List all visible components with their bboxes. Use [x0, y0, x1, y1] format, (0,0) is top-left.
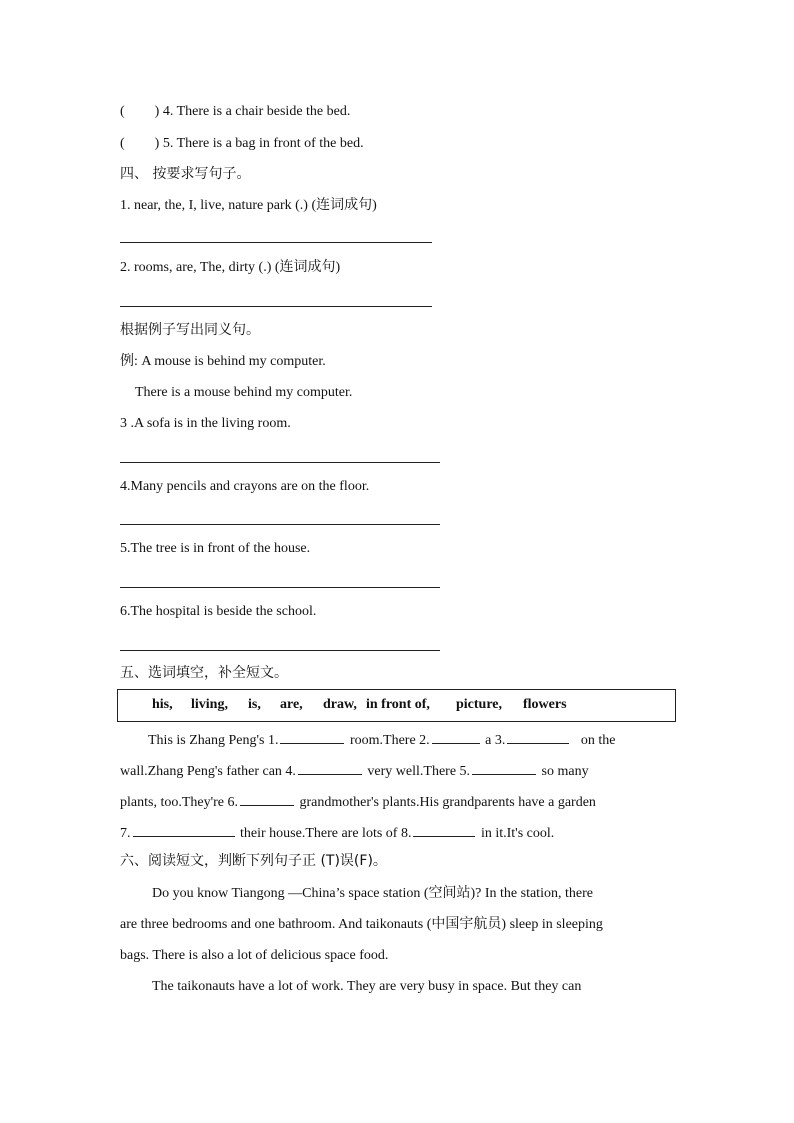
- fill-blank-8[interactable]: [413, 822, 475, 837]
- question-5: 5.The tree is in front of the house.: [120, 541, 311, 556]
- passage-line-4: 7. their house.There are lots of 8. in it.It's cool.: [120, 822, 554, 843]
- section6-title: 六、阅读短文，判断下列句子正 (T)误(F)。: [120, 853, 387, 869]
- fill-blank-1[interactable]: [280, 729, 344, 744]
- passage-line-2: wall.Zhang Peng's father can 4. very well.There 5. so many: [120, 760, 589, 781]
- judge-item-text: 5. There is a bag in front of the bed.: [162, 136, 364, 151]
- section4-title: 四、 按要求写句子。: [120, 166, 251, 182]
- answer-line-6[interactable]: [120, 650, 440, 651]
- answer-paren-open[interactable]: (: [120, 104, 125, 119]
- judge-item-5: [120, 135, 364, 153]
- answer-line-5[interactable]: [120, 587, 440, 588]
- word-bank: [117, 689, 676, 722]
- section5-title: 五、选词填空，补全短文。: [120, 665, 288, 681]
- answer-paren-close: ): [154, 104, 160, 119]
- example-sentence-a: 例: A mouse is behind my computer.: [120, 354, 326, 369]
- word-bank-item: living,: [191, 697, 228, 712]
- reading-line-4: The taikonauts have a lot of work. They are very busy in space. But they can: [152, 979, 582, 994]
- word-bank-item: picture,: [456, 697, 503, 712]
- word-bank-item: are,: [280, 697, 303, 712]
- fill-blank-5[interactable]: [472, 760, 536, 775]
- word-bank-item: his,: [152, 697, 173, 712]
- answer-paren-open[interactable]: (: [120, 136, 125, 151]
- reading-line-3: bags. There is also a lot of delicious space food.: [120, 948, 389, 963]
- word-bank-item: flowers: [523, 697, 567, 712]
- judge-item-text: 4. There is a chair beside the bed.: [162, 104, 351, 119]
- passage-line-3: plants, too.They're 6. grandmother's plants.His grandparents have a garden: [120, 791, 596, 812]
- word-bank-item: in front of,: [366, 697, 430, 712]
- answer-line-1[interactable]: [120, 242, 432, 243]
- synonym-title: 根据例子写出同义句。: [120, 322, 260, 338]
- judge-item-4: [120, 103, 350, 121]
- reading-line-1: Do you know Tiangong —China’s space station (空间站)? In the station, there: [152, 886, 593, 901]
- question-4: 4.Many pencils and crayons are on the floor.: [120, 479, 370, 494]
- passage-line-1: This is Zhang Peng's 1. room.There 2. a 3. on the: [148, 729, 616, 750]
- word-bank-item: draw,: [323, 697, 357, 712]
- question-6: 6.The hospital is beside the school.: [120, 604, 317, 619]
- reading-line-2: are three bedrooms and one bathroom. And taikonauts (中国宇航员) sleep in sleeping: [120, 917, 603, 932]
- example-sentence-b: There is a mouse behind my computer.: [135, 385, 353, 400]
- fill-blank-7[interactable]: [133, 822, 235, 837]
- fill-blank-3[interactable]: [507, 729, 569, 744]
- answer-paren-close: ): [154, 136, 160, 151]
- answer-line-3[interactable]: [120, 462, 440, 463]
- question-3: 3 .A sofa is in the living room.: [120, 416, 291, 431]
- fill-blank-4[interactable]: [298, 760, 362, 775]
- answer-line-2[interactable]: [120, 306, 432, 307]
- question-1: 1. near, the, I, live, nature park (.) (连词成句): [120, 198, 377, 213]
- question-2: 2. rooms, are, The, dirty (.) (连词成句): [120, 260, 341, 275]
- fill-blank-2[interactable]: [432, 729, 480, 744]
- word-bank-item: is,: [248, 697, 261, 712]
- answer-line-4[interactable]: [120, 524, 440, 525]
- fill-blank-6[interactable]: [240, 791, 294, 806]
